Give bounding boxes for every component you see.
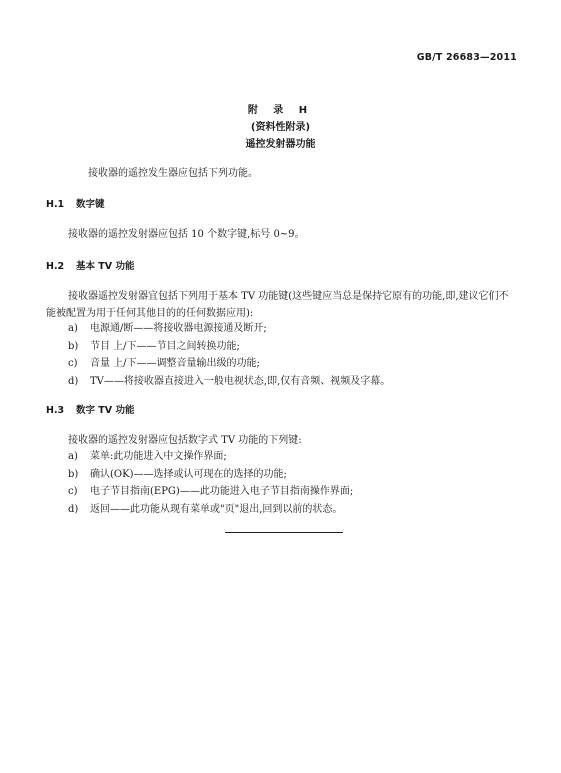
intro-paragraph: 接收器的遥控发生器应包括下列功能。: [88, 168, 258, 179]
list-item: c) 音量 上/下——调整音量输出级的功能;: [68, 358, 260, 369]
section-h3-list: [68, 448, 353, 518]
section-title: 数字 TV 功能: [76, 405, 135, 416]
list-item: a) 电源通/断——将接收器电源接通及断开;: [68, 323, 267, 334]
list-item: c) 电子节目指南(EPG)——此功能进入电子节目指南操作界面;: [68, 486, 354, 497]
section-title: 基本 TV 功能: [76, 261, 135, 272]
annex-type: (资料性附录): [250, 122, 311, 133]
section-number: H.1: [46, 199, 65, 210]
section-h1-paragraph: 接收器的遥控发射器应包括 10 个数字键,标号 0~9。: [68, 229, 305, 240]
list-item: d) 返回——此功能从现有菜单或"页"退出,回到以前的状态。: [68, 503, 343, 515]
annex-title: 遥控发射器功能: [245, 139, 316, 150]
section-heading-h3: [46, 402, 134, 416]
annex-title-block: [0, 102, 561, 153]
section-heading-h2: [46, 258, 134, 272]
section-h2-paragraph: 接收器遥控发射器宜包括下列用于基本 TV 功能键(这些键应当总是保持它原有的功能,即,建议它们不能被配置为用于任何其他目的的任何数据应用):: [46, 291, 509, 319]
list-item: b) 节目 上/下——节目之间转换功能;: [68, 340, 240, 352]
list-item: d) TV——将接收器直接进入一般电视状态,即,仅有音频、视频及字幕。: [68, 375, 391, 387]
section-h2-list: [68, 320, 390, 390]
end-rule: [225, 532, 343, 533]
section-h3-paragraph: 接收器的遥控发射器应包括数字式 TV 功能的下列键:: [68, 435, 302, 446]
section-number: H.2: [46, 261, 65, 272]
section-title: 数字键: [76, 199, 105, 210]
standard-code: GB/T 26683—2011: [416, 52, 517, 63]
list-item: a) 菜单:此功能进入中文操作界面;: [68, 451, 227, 462]
list-item: b) 确认(OK)——选择或认可现在的选择的功能;: [68, 468, 287, 480]
annex-label: 附 录 H: [247, 105, 314, 116]
section-heading-h1: [46, 196, 105, 210]
section-number: H.3: [46, 405, 65, 416]
